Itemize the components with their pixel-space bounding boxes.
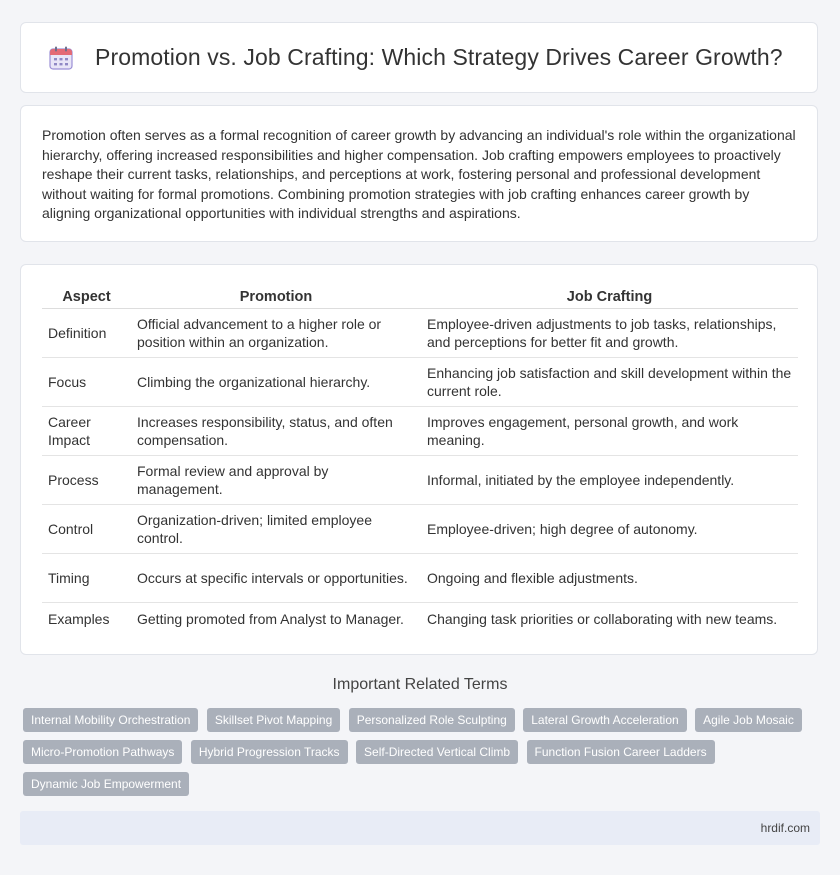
related-term-tag[interactable]: Hybrid Progression Tracks	[191, 740, 348, 764]
related-terms-title: Important Related Terms	[332, 676, 508, 693]
related-term-tag[interactable]: Self-Directed Vertical Climb	[356, 740, 518, 764]
calendar-icon	[48, 45, 74, 71]
header-aspect: Aspect	[42, 286, 131, 309]
intro-card	[20, 105, 818, 242]
related-term-tag[interactable]: Skillset Pivot Mapping	[207, 708, 340, 732]
table-header-row	[42, 286, 798, 309]
aspect-cell: Career Impact	[42, 407, 131, 456]
table-row	[42, 554, 798, 603]
job-crafting-cell: Employee-driven adjustments to job tasks, relationships, and perceptions for better fit and growth.	[421, 309, 798, 358]
related-term-tag[interactable]: Agile Job Mosaic	[695, 708, 802, 732]
header-job-crafting: Job Crafting	[421, 286, 798, 309]
promotion-cell: Getting promoted from Analyst to Manager.	[137, 610, 404, 627]
header-card	[20, 22, 818, 93]
promotion-cell: Formal review and approval by management.	[131, 456, 421, 505]
related-term-tag[interactable]: Function Fusion Career Ladders	[527, 740, 715, 764]
header-promotion: Promotion	[131, 286, 421, 309]
table-row	[42, 358, 798, 407]
table-row	[42, 456, 798, 505]
aspect-cell: Examples	[48, 610, 110, 627]
job-crafting-cell: Employee-driven; high degree of autonomy.	[421, 505, 798, 554]
table-row	[42, 309, 798, 358]
related-term-tag[interactable]: Lateral Growth Acceleration	[523, 708, 686, 732]
job-crafting-cell: Informal, initiated by the employee independently.	[421, 456, 798, 505]
page-title: Promotion vs. Job Crafting: Which Strategy Drives Career Growth?	[95, 44, 783, 70]
aspect-cell: Definition	[42, 309, 131, 358]
table-row	[42, 603, 798, 635]
table-row	[42, 505, 798, 554]
job-crafting-cell: Enhancing job satisfaction and skill development within the current role.	[421, 358, 798, 407]
related-term-tag[interactable]: Personalized Role Sculpting	[349, 708, 515, 732]
promotion-cell: Official advancement to a higher role or position within an organization.	[131, 309, 421, 358]
aspect-cell: Process	[42, 456, 131, 505]
promotion-cell: Increases responsibility, status, and often compensation.	[131, 407, 421, 456]
promotion-cell: Occurs at specific intervals or opportunities.	[131, 554, 421, 603]
footer	[20, 811, 820, 845]
related-term-tag[interactable]: Micro-Promotion Pathways	[23, 740, 182, 764]
intro-paragraph: Promotion often serves as a formal recognition of career growth by advancing an individual's role within the organizational hierarchy, offering increased responsibilities and higher compensation. Job crafting empowers employees to proactively reshape their current tasks, relationships, and perceptions at work, fostering personal and professional development without waiting for formal promotions. Combining promotion strategies with job crafting enhances career growth by aligning organizational opportunities with individual strengths and aspirations.	[42, 127, 796, 222]
comparison-card	[20, 264, 818, 655]
comparison-table	[42, 286, 798, 634]
aspect-cell: Control	[42, 505, 131, 554]
job-crafting-cell: Improves engagement, personal growth, and work meaning.	[421, 407, 798, 456]
job-crafting-cell: Changing task priorities or collaborating with new teams.	[427, 610, 778, 627]
table-row	[42, 407, 798, 456]
related-terms-list	[23, 708, 823, 804]
related-term-tag[interactable]: Dynamic Job Empowerment	[23, 772, 189, 796]
footer-site[interactable]: hrdif.com	[760, 821, 810, 835]
aspect-cell: Focus	[42, 358, 131, 407]
promotion-cell: Organization-driven; limited employee control.	[131, 505, 421, 554]
related-term-tag[interactable]: Internal Mobility Orchestration	[23, 708, 198, 732]
promotion-cell: Climbing the organizational hierarchy.	[131, 358, 421, 407]
aspect-cell: Timing	[42, 554, 131, 603]
job-crafting-cell: Ongoing and flexible adjustments.	[421, 554, 798, 603]
